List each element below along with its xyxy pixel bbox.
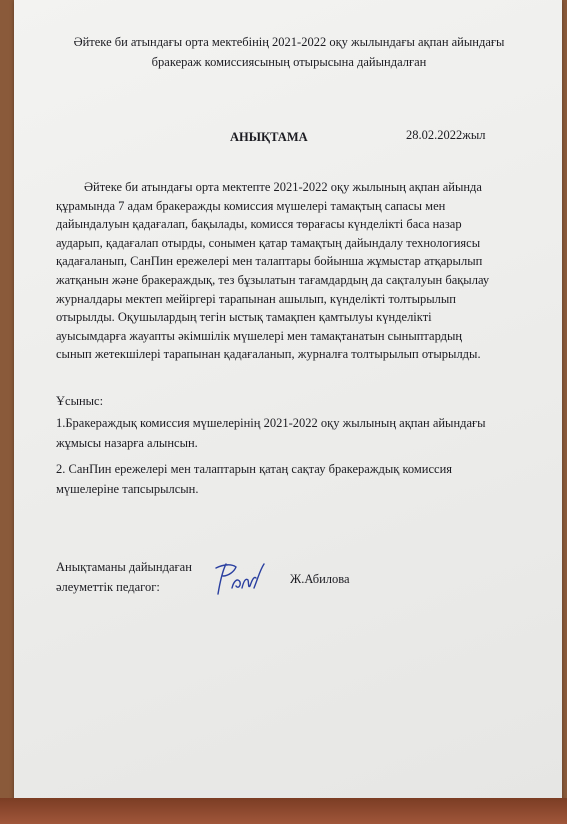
preparer-label bbox=[56, 557, 192, 597]
proposal-item-1 bbox=[56, 413, 486, 453]
proposal-line: 2. СанПин ережелері мен талаптарын қатаң сақтау бракераждық комиссия bbox=[56, 462, 453, 476]
document-title: АНЫҚТАМА bbox=[230, 130, 308, 144]
body-line: аударып, қадағалап отырды, сонымен қатар тамақтың дайындалу технологиясы bbox=[56, 235, 481, 250]
body-line: дайындалуын қадағалап, бақылады, комисся төрағасы күнделікті баса назар bbox=[56, 217, 462, 232]
table-surface bbox=[0, 798, 567, 824]
document-date: 28.02.2022жыл bbox=[406, 128, 486, 142]
preparer-line-2: әлеуметтік педагог: bbox=[56, 580, 160, 594]
body-line: жатқанын және бракераждық, тез бұзылатын тағамдардың да сақталуын бақылау bbox=[56, 272, 490, 287]
body-paragraph bbox=[56, 178, 526, 364]
heading-line-2: бракераж комиссиясының отырысына дайындалған bbox=[151, 55, 427, 69]
proposal-line: жұмысы назарға алынсын. bbox=[56, 436, 198, 450]
proposal-line: 1.Бракераждық комиссия мүшелерінің 2021-2022 оқу жылының ақпан айындағы bbox=[56, 416, 486, 430]
handwritten-signature bbox=[210, 558, 270, 602]
proposal-line: мүшелеріне тапсырылсын. bbox=[56, 482, 199, 496]
document-page bbox=[14, 0, 562, 812]
body-line: қадағаланып, СанПин ережелері мен талаптары бойынша жұмыстар атқарылып bbox=[56, 254, 483, 269]
body-line: журналдары мектеп мейіргері тарапынан ашылып, күнделікті толтырылып bbox=[56, 291, 456, 306]
body-line: сынып жетекшілері тарапынан қадағаланып, журналға толтырылып отырылды. bbox=[56, 347, 481, 362]
body-line: отырылды. Оқушылардың тегін ыстық тамақпен қамтылуы күнделікті bbox=[56, 310, 432, 325]
proposals-title: Ұсыныс: bbox=[56, 394, 104, 408]
heading-line-1: Әйтеке би атындағы орта мектебінің 2021-2022 оқу жылындағы ақпан айындағы bbox=[73, 35, 505, 49]
body-line: құрамында 7 адам бракеражды комиссия мүшелері тамақтың сапасы мен bbox=[56, 198, 446, 213]
preparer-line-1: Анықтаманы дайындаған bbox=[56, 560, 192, 574]
body-line: ауысымдарға жауапты әкімшілік мүшелері мен тамақтанатын сыныптардың bbox=[56, 328, 463, 343]
proposal-item-2 bbox=[56, 459, 452, 499]
body-line: Әйтеке би атындағы орта мектепте 2021-2022 оқу жылының ақпан айында bbox=[84, 180, 482, 194]
signer-name: Ж.Абилова bbox=[290, 572, 350, 586]
document-heading bbox=[54, 32, 524, 72]
